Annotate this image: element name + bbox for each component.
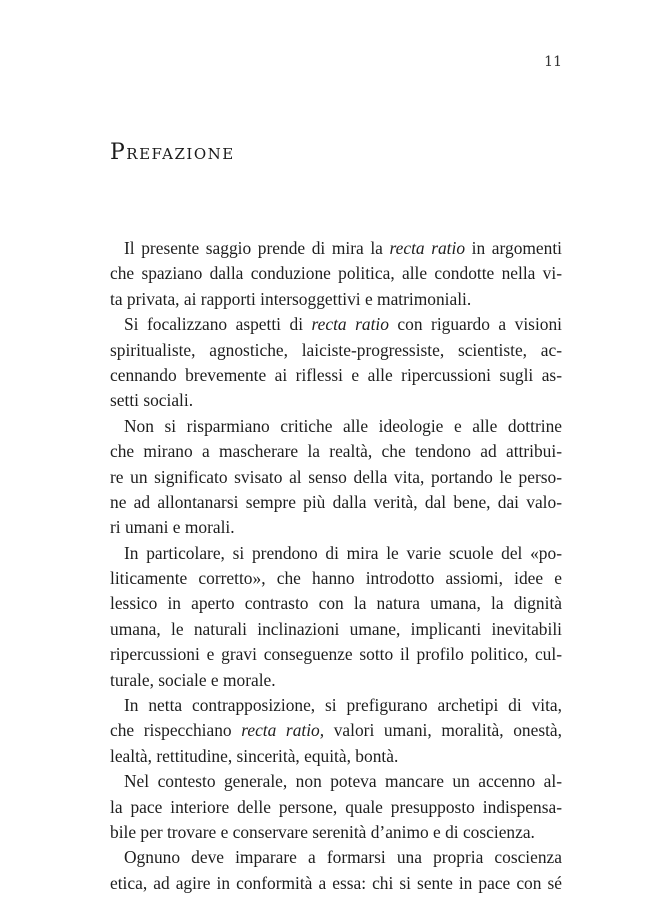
paragraph: [110, 693, 562, 769]
text-segment: umana, le naturali inclinazioni umane, implicanti inevitabili: [110, 618, 562, 639]
paragraph: [110, 769, 562, 845]
text-line: [110, 820, 562, 845]
text-segment: che mirano a mascherare la realtà, che tendono ad attribui-: [110, 441, 562, 462]
paragraph: [110, 414, 562, 541]
text-line: [110, 668, 562, 693]
text-line: [110, 490, 562, 515]
text-segment: ripercussioni e gravi conseguenze sotto il profilo politico, cul-: [110, 644, 562, 665]
paragraph: [110, 541, 562, 693]
text-segment: turale, sociale e morale.: [110, 669, 276, 690]
text-line: [110, 439, 562, 464]
text-line: [110, 414, 562, 439]
text-segment: bile per trovare e conservare serenità d’animo e di coscienza.: [110, 821, 535, 842]
text-line: [110, 718, 562, 743]
text-segment: che rispecchiano: [110, 720, 242, 741]
text-line: [110, 769, 562, 794]
text-line: [110, 541, 562, 566]
text-line: [110, 338, 562, 363]
paragraph: [110, 312, 562, 414]
text-line: [110, 566, 562, 591]
text-line: [110, 871, 562, 896]
text-segment: Il presente saggio prende di mira la: [124, 238, 390, 258]
text-line: [110, 465, 562, 490]
text-segment: liticamente corretto», che hanno introdotto assiomi, idee e: [110, 568, 562, 589]
text-segment: spiritualiste, agnostiche, laiciste-progressiste, scientiste, ac-: [110, 339, 562, 360]
text-line: [110, 795, 562, 820]
italic-phrase: recta ratio,: [241, 720, 325, 741]
text-segment: lealtà, rettitudine, sincerità, equità, bontà.: [110, 745, 399, 766]
text-line: [110, 845, 562, 870]
text-segment: ri umani e morali.: [110, 517, 235, 538]
page-number: 11: [544, 54, 562, 70]
italic-phrase: recta ratio: [389, 238, 466, 258]
italic-phrase: recta ratio: [311, 314, 389, 335]
text-line: [110, 261, 562, 286]
text-segment: In netta contrapposizione, si prefigurano archetipi di vita,: [124, 695, 562, 716]
text-segment: in argomenti: [465, 238, 562, 258]
text-segment: In particolare, si prendono di mira le varie scuole del «po-: [124, 542, 562, 563]
text-segment: la pace interiore delle persone, quale presupposto indispensa-: [110, 796, 562, 817]
text-segment: valori umani, moralità, onestà,: [324, 720, 562, 741]
text-line: [110, 744, 562, 769]
text-line: [110, 591, 562, 616]
text-segment: Nel contesto generale, non poteva mancare un accenno al-: [124, 771, 562, 792]
text-line: [110, 388, 562, 413]
text-segment: Si focalizzano aspetti di: [124, 314, 312, 335]
text-line: [110, 617, 562, 642]
paragraph: [110, 845, 562, 896]
text-line: [110, 515, 562, 540]
body-text: [110, 236, 562, 896]
text-segment: con riguardo a visioni: [388, 314, 562, 335]
text-segment: Non si risparmiano critiche alle ideologie e alle dottrine: [124, 415, 562, 436]
text-segment: lessico in aperto contrasto con la natura umana, la dignità: [110, 593, 562, 614]
text-line: [110, 363, 562, 388]
text-line: [110, 287, 562, 312]
text-segment: che spaziano dalla conduzione politica, alle condotte nella vi-: [110, 263, 562, 284]
text-segment: setti sociali.: [110, 390, 194, 411]
text-line: [110, 312, 562, 337]
paragraph: [110, 236, 562, 312]
text-segment: ta privata, ai rapporti intersoggettivi e matrimoniali.: [110, 288, 472, 309]
text-line: [110, 693, 562, 718]
text-segment: cennando brevemente ai riflessi e alle ripercussioni sugli as-: [110, 364, 562, 385]
text-line: [110, 642, 562, 667]
text-segment: ne ad allontanarsi sempre più dalla verità, dal bene, dai valo-: [110, 491, 562, 512]
text-segment: re un significato svisato al senso della vita, portando le perso-: [110, 466, 562, 487]
chapter-title: Prefazione: [110, 140, 235, 165]
text-segment: Ognuno deve imparare a formarsi una propria coscienza: [124, 847, 562, 868]
text-line: [110, 236, 562, 261]
text-segment: etica, ad agire in conformità a essa: chi si sente in pace con sé: [110, 872, 562, 893]
